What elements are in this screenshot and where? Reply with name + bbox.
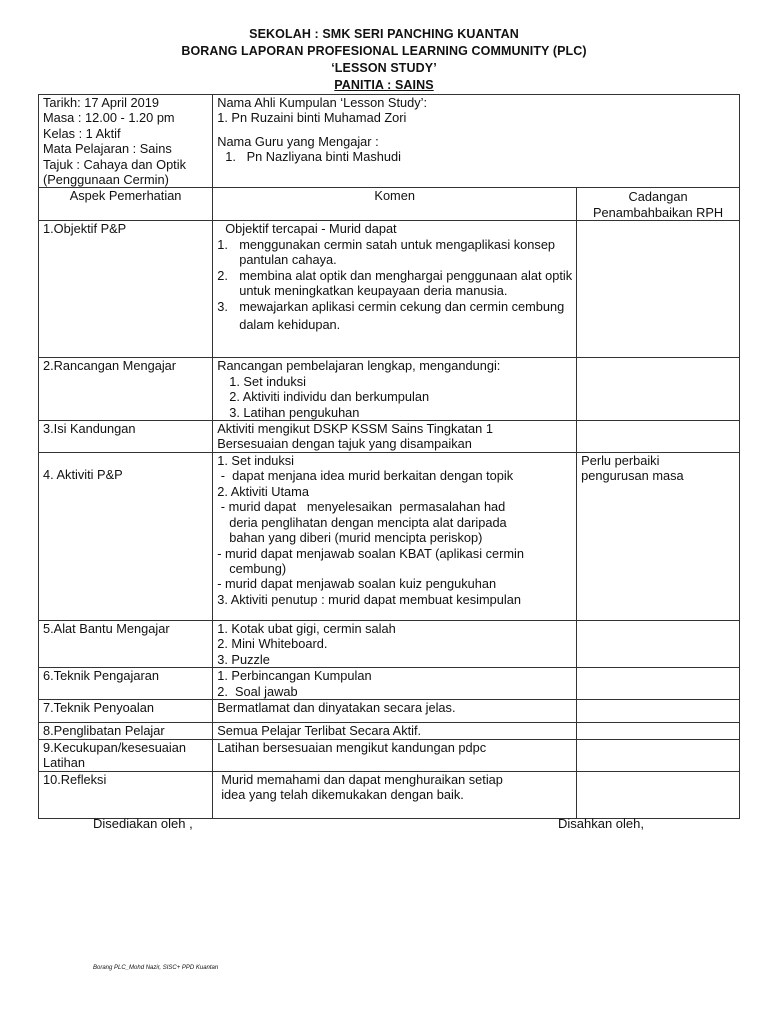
comment-cell: Bermatlamat dan dinyatakan secara jelas. xyxy=(213,700,577,723)
col-header-suggestion-1: Cadangan xyxy=(628,189,688,205)
table-row xyxy=(39,421,740,453)
class-text: Kelas : 1 Aktif xyxy=(43,125,121,141)
table-row xyxy=(39,621,740,668)
suggestion-cell xyxy=(577,421,740,453)
panel-name: PANITIA : SAINS xyxy=(334,78,434,92)
comment-cell: Aktiviti mengikut DSKP KSSM Sains Tingkatan 1 Bersesuaian dengan tajuk yang disampaikan xyxy=(213,421,577,453)
prepared-by-label: Disediakan oleh , xyxy=(93,816,193,831)
table-row xyxy=(39,668,740,700)
report-table xyxy=(38,94,740,819)
time-text: Masa : 12.00 - 1.20 pm xyxy=(43,110,175,126)
table-row xyxy=(39,739,740,771)
comment-cell: 1. Kotak ubat gigi, cermin salah 2. Mini Whiteboard. 3. Puzzle xyxy=(213,621,577,668)
member-1: 1. Pn Ruzaini binti Muhamad Zori xyxy=(217,110,407,126)
footer-note: Borang PLC_Mohd Nazir, SISC+ PPD Kuantan xyxy=(93,965,219,971)
aspect-cell: 2.Rancangan Mengajar xyxy=(39,358,213,421)
table-row xyxy=(39,723,740,739)
col-header-suggestion-2: Penambahbaikan RPH xyxy=(592,204,724,220)
table-row xyxy=(39,453,740,621)
suggestion-cell xyxy=(577,621,740,668)
group-info-cell xyxy=(213,95,740,188)
suggestion-cell: Perlu perbaiki pengurusan masa xyxy=(577,453,740,621)
teacher-label: Nama Guru yang Mengajar : xyxy=(217,133,379,149)
list-item: 3. mewajarkan aplikasi cermin cekung dan cermin cembung dalam kehidupan. xyxy=(217,299,565,333)
comment-cell: 1. Perbincangan Kumpulan 2. Soal jawab xyxy=(213,668,577,700)
suggestion-cell xyxy=(577,358,740,421)
info-row xyxy=(39,95,740,188)
teacher-num: 1. xyxy=(225,149,236,165)
list-item: 1. menggunakan cermin satah untuk mengaplikasi konsep pantulan cahaya. xyxy=(217,236,556,268)
col-header-aspect: Aspek Pemerhatian xyxy=(39,188,213,221)
suggestion-cell xyxy=(577,771,740,818)
list-item: 2. membina alat optik dan menghargai penggunaan alat optik untuk meningkatkan keupayaan deria manusia. xyxy=(217,267,573,299)
suggestion-cell xyxy=(577,723,740,739)
date-text: Tarikh: 17 April 2019 xyxy=(43,95,159,110)
topic-sub-text: (Penggunaan Cermin) xyxy=(43,172,169,188)
suggestion-cell xyxy=(577,221,740,358)
comment-cell: Latihan bersesuaian mengikut kandungan pdpc xyxy=(213,739,577,771)
suggestion-cell xyxy=(577,668,740,700)
aspect-cell: 10.Refleksi xyxy=(39,771,213,818)
lesson-info-cell xyxy=(39,95,213,188)
objective-intro: Objektif tercapai - Murid dapat xyxy=(225,221,397,237)
form-title: BORANG LAPORAN PROFESIONAL LEARNING COMMUNITY (PLC) xyxy=(181,44,587,58)
comment-cell: 1. Set induksi - dapat menjana idea murid berkaitan dengan topik 2. Aktiviti Utama - murid dapat menyelesaikan permasalahan had deria penglihatan dengan mencipta alat daripada bahan yang diberi (murid mencipta periskop) - murid dapat menjawab soalan KBAT (aplikasi cermin cembung) - murid dapat menjawab soalan kuiz pengukuhan 3. Aktiviti penutup : murid dapat membuat kesimpulan xyxy=(213,453,577,621)
aspect-cell: 4. Aktiviti P&P xyxy=(39,453,213,621)
members-label: Nama Ahli Kumpulan ‘Lesson Study’: xyxy=(217,95,428,110)
suggestion-cell xyxy=(577,739,740,771)
approved-by-label: Disahkan oleh, xyxy=(558,816,644,831)
col-header-comment: Komen xyxy=(213,188,577,221)
aspect-cell: 3.Isi Kandungan xyxy=(39,421,213,453)
aspect-cell: 7.Teknik Penyoalan xyxy=(39,700,213,723)
comment-cell: Rancangan pembelajaran lengkap, mengandungi: 1. Set induksi 2. Aktiviti individu dan berkumpulan 3. Latihan pengukuhan xyxy=(213,358,577,421)
table-row xyxy=(39,358,740,421)
subject-text: Mata Pelajaran : Sains xyxy=(43,141,172,157)
aspect-cell: 5.Alat Bantu Mengajar xyxy=(39,621,213,668)
comment-cell: Murid memahami dan dapat menghuraikan setiap idea yang telah dikemukakan dengan baik. xyxy=(213,771,577,818)
comment-cell: Semua Pelajar Terlibat Secara Aktif. xyxy=(213,723,577,739)
aspect-cell: 8.Penglibatan Pelajar xyxy=(39,723,213,739)
table-row xyxy=(39,221,740,358)
suggestion-cell xyxy=(577,700,740,723)
aspect-cell: 9.Kecukupan/kesesuaian Latihan xyxy=(39,739,213,771)
table-row xyxy=(39,771,740,818)
aspect-cell: 1.Objektif P&P xyxy=(39,221,213,358)
form-subtitle: ‘LESSON STUDY’ xyxy=(331,61,437,75)
comment-cell xyxy=(213,221,577,358)
topic-text: Tajuk : Cahaya dan Optik xyxy=(43,156,186,172)
table-row xyxy=(39,700,740,723)
aspect-cell: 6.Teknik Pengajaran xyxy=(39,668,213,700)
teacher-name: Pn Nazliyana binti Mashudi xyxy=(246,149,401,165)
teacher-entry xyxy=(217,149,735,164)
col-header-suggestion xyxy=(577,188,740,221)
school-name: SEKOLAH : SMK SERI PANCHING KUANTAN xyxy=(249,27,519,41)
column-header-row xyxy=(39,188,740,221)
